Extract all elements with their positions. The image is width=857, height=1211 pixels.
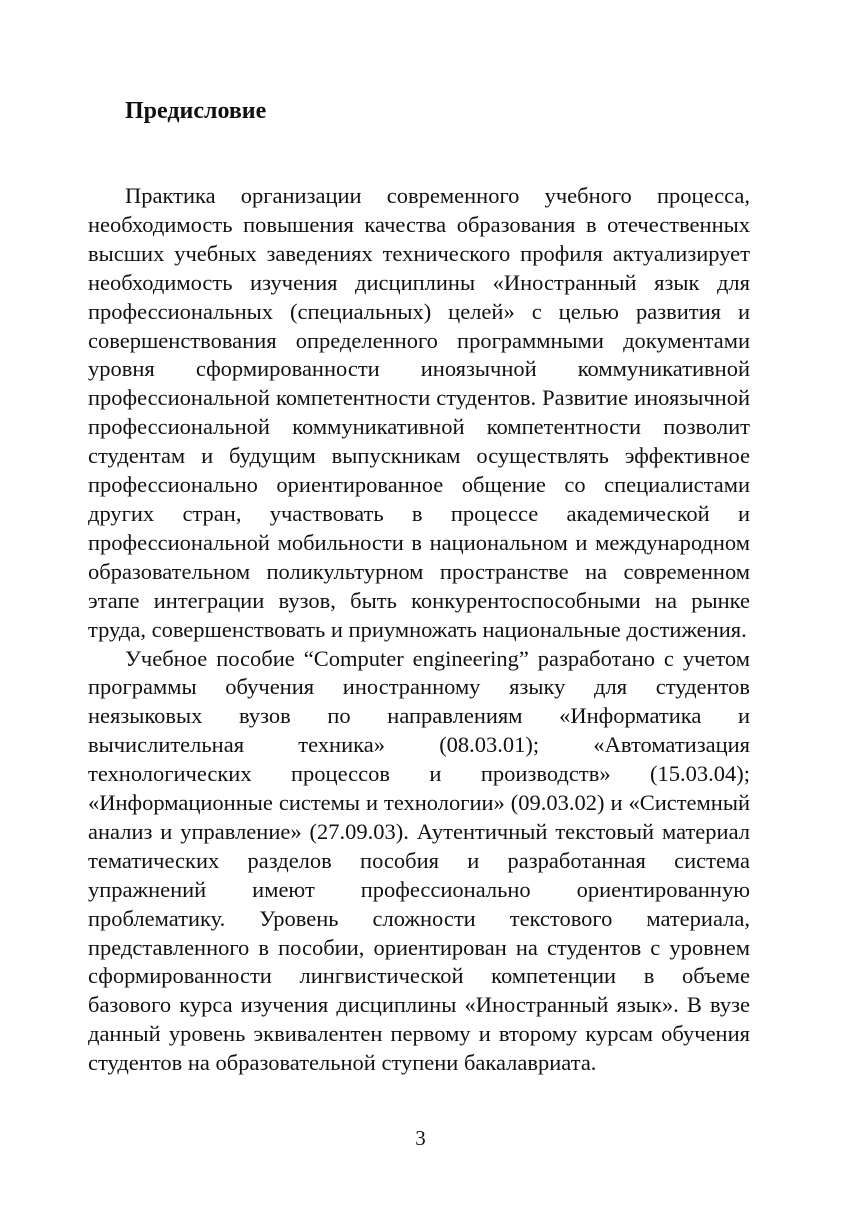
paragraph-2: Учебное пособие “Computer engineering” разработано с учетом программы обучения иностранному языку для студентов неязыковых вузов по направлениям «Информатика и вычислительная техника» (08.03.01); «Автоматизация технологических процессов и производств» (15.03.04); «Информационные системы и технологии» (09.03.02) и «Системный анализ и управление» (27.09.03). Аутентичный текстовый материал тематических разделов пособия и разработанная система упражнений имеют профессионально ориентированную проблематику. Уровень сложности текстового материала, представленного в пособии, ориентирован на студентов с уровнем сформированности лингвистической компетенции в объеме базового курса изучения дисциплины «Иностранный язык». В вузе данный уровень эквивалентен первому и второму курсам обучения студентов на образовательной ступени бакалавриата. [88, 645, 750, 1076]
paragraph-1: Практика организации современного учебного процесса, необходимость повышения качества образования в отечественных высших учебных заведениях технического профиля актуализирует необходимость изучения дисциплины «Иностранный язык для профессиональных (специальных) целей» с целью развития и совершенствования определенного программными документами уровня сформированности иноязычной коммуникативной профессиональной компетентности студентов. Развитие иноязычной профессиональной коммуникативной компетентности позволит студентам и будущим выпускникам осуществлять эффективное профессионально ориентированное общение со специалистами других стран, участвовать в процессе академической и профессиональной мобильности в национальном и международном образовательном поликультурном пространстве на современном этапе интеграции вузов, быть конкурентоспособными на рынке труда, совершенствовать и приумножать национальные достижения. [88, 183, 750, 642]
page-number: 3 [415, 1126, 426, 1150]
body-text [88, 182, 750, 1078]
page-heading: Предисловие [125, 98, 267, 124]
